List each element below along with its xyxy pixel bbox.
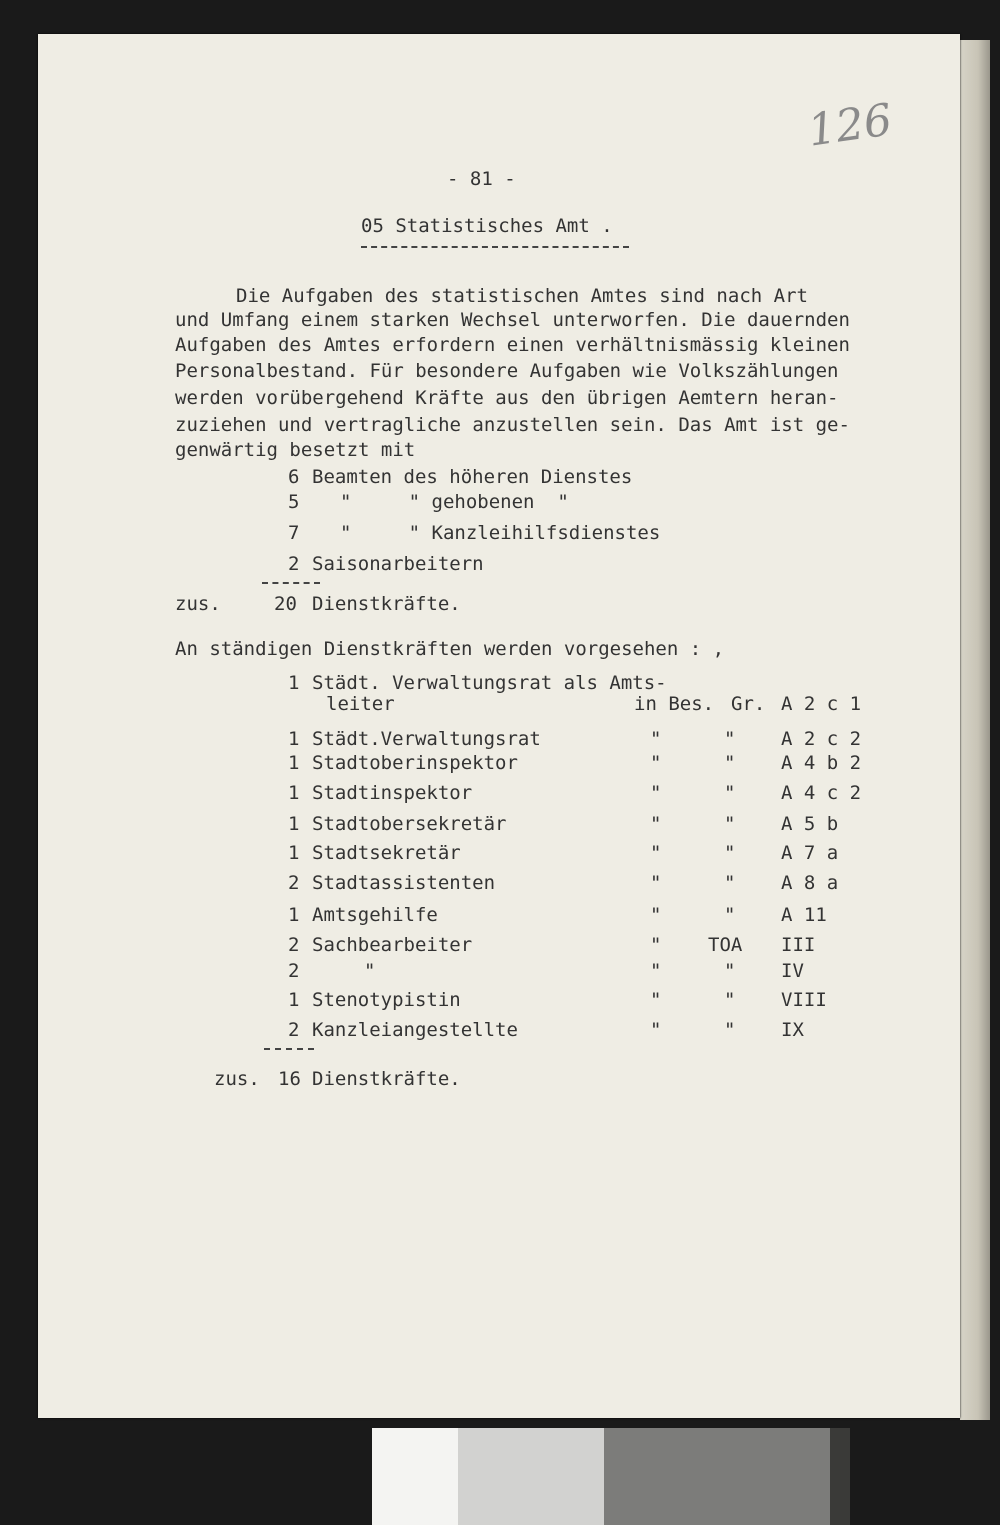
planned-title: " [364,960,376,982]
paragraph-line: werden vorübergehend Kräfte aus den übrigen Aemtern heran- [175,387,839,409]
total-text: Dienstkräfte. [312,593,461,615]
planned-title: Stadtinspektor [312,782,473,804]
staff-description: " " Kanzleihilfsdienstes [340,522,661,544]
planned-title: Stadtsekretär [312,842,461,864]
planned-grade: IX [781,1019,804,1041]
planned-col-gr: " [724,872,736,894]
planned-count: 1 [288,989,300,1011]
planned-grade: A 2 c 2 [781,728,862,750]
staff-count: 5 [288,491,300,513]
archive-mark: 126 [804,94,896,157]
planned-col-gr: " [724,813,736,835]
planned-grade: IV [781,960,804,982]
planned-col-gr: " [724,728,736,750]
planned-title: Stenotypistin [312,989,461,1011]
staff-description: Saisonarbeitern [312,553,484,575]
heading-underline [361,246,629,248]
planned-title: Stadtoberinspektor [312,752,518,774]
calibration-swatch-white [372,1428,458,1525]
planned-count: 1 [288,904,300,926]
staff-description: Beamten des höheren Dienstes [312,466,633,488]
planned-col-gr: " [724,1019,736,1041]
staff-count: 2 [288,553,300,575]
planned-col-gr: " [724,752,736,774]
planned-col-bes: " [650,904,662,926]
sum-rule [262,582,320,584]
calibration-swatch-mid [604,1428,830,1525]
planned-count: 2 [288,960,300,982]
planned-grade: A 5 b [781,813,839,835]
paragraph-line: zuziehen und vertragliche anzustellen sein. Das Amt ist ge- [175,414,850,436]
planned-title: Städt.Verwaltungsrat [312,728,541,750]
planned-col-gr: TOA [708,934,743,956]
planned-grade: A 2 c 1 [781,693,862,715]
planned-title: Stadtassistenten [312,872,496,894]
planned-title: Amtsgehilfe [312,904,438,926]
planned-col-gr: " [724,960,736,982]
staff-count: 7 [288,522,300,544]
staff-count: 6 [288,466,300,488]
calibration-swatch-dark [830,1428,850,1525]
planned-col-gr: " [724,904,736,926]
planned-count: 2 [288,934,300,956]
planned-col-bes: " [650,752,662,774]
planned-intro: An ständigen Dienstkräften werden vorgesehen : , [175,638,725,660]
planned-col-bes: " [650,1019,662,1041]
planned-col-bes: " [650,728,662,750]
planned-col-bes: " [650,842,662,864]
planned-count: 1 [288,672,300,694]
page-edge [960,40,990,1420]
planned-title-cont: leiter [326,693,395,715]
planned-count: 2 [288,872,300,894]
total-count: 20 [274,593,297,615]
section-heading: 05 Statistisches Amt . [361,215,613,237]
planned-count: 1 [288,813,300,835]
planned-count: 1 [288,728,300,750]
planned-col-gr: " [724,782,736,804]
planned-grade: A 7 a [781,842,839,864]
paragraph-line: Personalbestand. Für besondere Aufgaben wie Volkszählungen [175,360,839,382]
paragraph-line: und Umfang einem starken Wechsel unterworfen. Die dauernden [175,309,850,331]
planned-col-bes: " [650,872,662,894]
planned-col-bes: " [650,934,662,956]
staff-description: " " gehobenen " [340,491,569,513]
total-count: 16 [278,1068,301,1090]
planned-col-gr: " [724,989,736,1011]
planned-count: 1 [288,842,300,864]
column-header-bes: in Bes. [634,693,715,715]
column-header-gr: Gr. [731,693,766,715]
planned-title: Kanzleiangestellte [312,1019,518,1041]
total-label: zus. [214,1068,260,1090]
planned-grade: III [781,934,816,956]
planned-count: 1 [288,752,300,774]
planned-col-gr: " [724,842,736,864]
planned-col-bes: " [650,813,662,835]
total-text: Dienstkräfte. [312,1068,461,1090]
planned-col-bes: " [650,782,662,804]
planned-col-bes: " [650,960,662,982]
planned-grade: A 4 b 2 [781,752,862,774]
paragraph-line: genwärtig besetzt mit [175,439,416,461]
document-page [38,34,960,1418]
planned-grade: A 8 a [781,872,839,894]
total-label: zus. [175,593,221,615]
calibration-swatch-light [458,1428,604,1525]
planned-title: Städt. Verwaltungsrat als Amts- [312,672,667,694]
planned-count: 2 [288,1019,300,1041]
paragraph-line: Die Aufgaben des statistischen Amtes sind nach Art [236,285,808,307]
planned-title: Sachbearbeiter [312,934,473,956]
paragraph-line: Aufgaben des Amtes erfordern einen verhältnismässig kleinen [175,334,850,356]
planned-grade: A 11 [781,904,827,926]
page-number: - 81 - [447,168,516,190]
planned-col-bes: " [650,989,662,1011]
sum-rule [264,1048,314,1050]
planned-grade: VIII [781,989,827,1011]
planned-count: 1 [288,782,300,804]
planned-title: Stadtobersekretär [312,813,507,835]
planned-grade: A 4 c 2 [781,782,862,804]
